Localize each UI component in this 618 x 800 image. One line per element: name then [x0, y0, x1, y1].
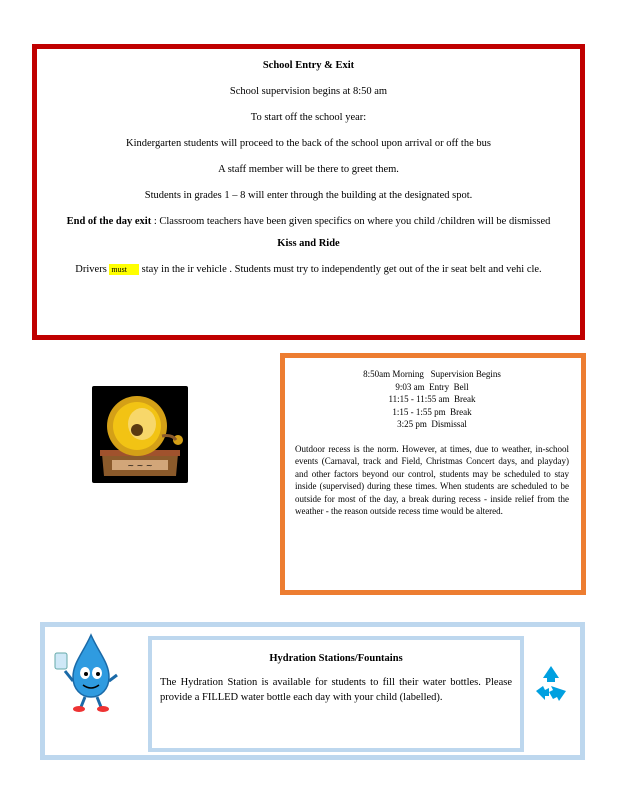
hydration-box — [40, 622, 585, 760]
schedule-item: 3:25 pm Dismissal — [397, 419, 467, 429]
bell-image — [92, 386, 188, 483]
must-highlight: must — [109, 264, 139, 275]
hydration-title: Hydration Stations/Fountains — [269, 653, 403, 664]
schedule-list — [295, 368, 569, 431]
schedule-item: 1:15 - 1:55 pm Break — [392, 406, 472, 417]
bell-icon — [92, 386, 188, 483]
start-year-line: To start off the school year: — [250, 112, 367, 123]
hydration-inner-box — [148, 636, 524, 752]
entry-exit-title: School Entry & Exit — [262, 60, 355, 71]
grades-entry-line: Students in grades 1 – 8 will enter through the building at the designated spot. — [144, 190, 473, 201]
drivers-paragraph — [51, 263, 566, 276]
schedule-item: 9:03 am Entry Bell — [395, 381, 469, 392]
staff-greet-line: A staff member will be there to greet them. — [218, 164, 399, 175]
drivers-post: stay in the ir vehicle . Students must try to independently get out of the ir seat belt and vehi cle. — [141, 264, 542, 275]
svg-text:~ ~ ~: ~ ~ ~ — [127, 461, 153, 470]
hydration-body: The Hydration Station is available for students to fill their water bottles. Please provide a FILLED water bottle each day with your child (labelled). — [160, 677, 512, 703]
drivers-pre: Drivers — [75, 264, 107, 275]
end-of-day-paragraph — [51, 215, 566, 228]
schedule-item: 11:15 - 11:55 am Break — [388, 394, 476, 404]
entry-exit-box — [32, 44, 585, 340]
supervision-line: School supervision begins at 8:50 am — [229, 86, 388, 97]
end-of-day-label: End of the day exit — [66, 216, 152, 227]
end-of-day-text: : Classroom teachers have been given specifics on where you child /children will be dismissed — [153, 216, 551, 227]
schedule-item: 8:50am Morning Supervision Begins — [363, 369, 501, 379]
recycle-icon — [531, 663, 571, 703]
recess-paragraph: Outdoor recess is the norm. However, at times, due to weather, in-school events (Carnaval, track and Field, Christmas Concert days, and playday) and other factors beyond our control, students may be scheduled to stay inside (supervised) during these times. When students are scheduled to be outside for most of the day, a break during recess - inside relief from the weather - the reason outside recess time would be altered. — [295, 443, 569, 516]
water-drop-mascot-icon — [53, 631, 123, 713]
kiss-ride-title: Kiss and Ride — [277, 238, 340, 249]
schedule-box — [280, 353, 586, 595]
kindergarten-line: Kindergarten students will proceed to the back of the school upon arrival or off the bus — [126, 138, 491, 149]
